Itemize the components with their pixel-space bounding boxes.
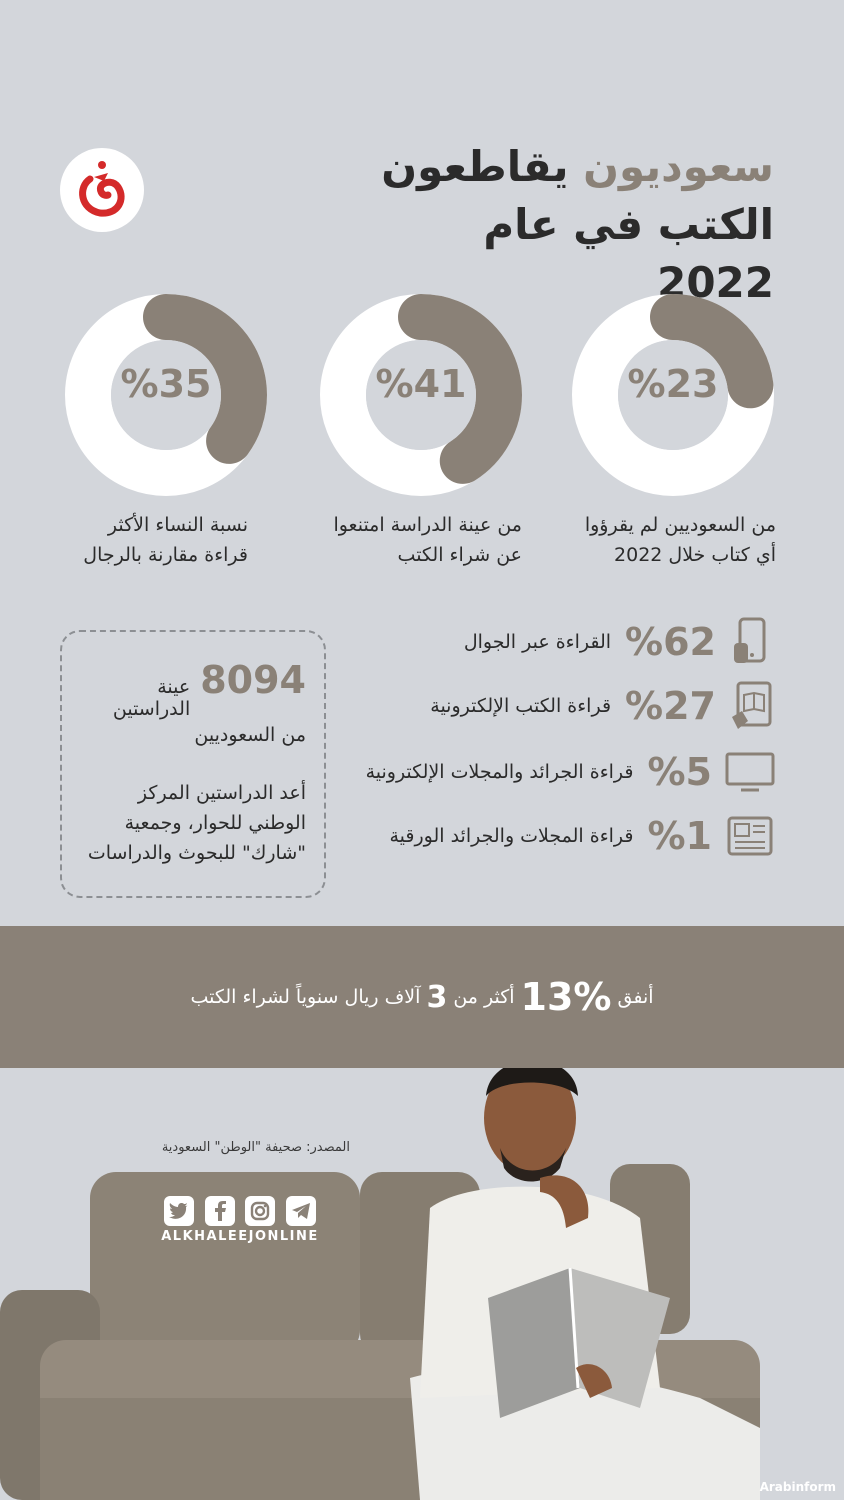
sample-note-line2: الوطني للحوار، وجمعية bbox=[124, 812, 306, 834]
sample-number: 8094 bbox=[200, 658, 306, 702]
tablet-book-icon bbox=[728, 682, 776, 730]
donut-chart-3 bbox=[63, 292, 269, 498]
twitter-icon[interactable] bbox=[164, 1196, 194, 1226]
stat-pct-emagazines: %5 bbox=[647, 750, 712, 794]
donut-chart-2 bbox=[318, 292, 524, 498]
donut-caption-1-line2: أي كتاب خلال 2022 bbox=[614, 544, 776, 566]
donut-caption-2 bbox=[262, 510, 522, 570]
donut-card-1 bbox=[570, 292, 776, 498]
stat-row-ebooks bbox=[430, 682, 776, 730]
sample-note bbox=[80, 778, 306, 868]
donut-card-3 bbox=[63, 292, 269, 498]
facebook-icon[interactable] bbox=[205, 1196, 235, 1226]
stat-label-mobile: القراءة عبر الجوال bbox=[463, 631, 612, 653]
stat-label-ebooks: قراءة الكتب الإلكترونية bbox=[430, 695, 612, 717]
title-line2: الكتب في عام 2022 bbox=[483, 200, 774, 307]
donut-value-3: %35 bbox=[120, 362, 212, 406]
donut-caption-1 bbox=[516, 510, 776, 570]
stat-pct-mobile: %62 bbox=[625, 620, 716, 664]
donut-caption-3-line2: قراءة مقارنة بالرجال bbox=[83, 544, 248, 566]
donut-value-2: %41 bbox=[375, 362, 467, 406]
band-middle: أكثر من bbox=[453, 986, 515, 1008]
sample-note-line1: أعد الدراستين المركز bbox=[137, 782, 306, 804]
stat-row-mobile bbox=[464, 618, 776, 666]
sample-subtitle: من السعوديين bbox=[194, 724, 306, 746]
telegram-icon[interactable] bbox=[286, 1196, 316, 1226]
phone-icon bbox=[728, 618, 776, 666]
monitor-icon bbox=[724, 748, 776, 796]
donut-caption-2-line2: عن شراء الكتب bbox=[397, 544, 522, 566]
donut-caption-2-line1: من عينة الدراسة امتنعوا bbox=[333, 514, 522, 536]
reader-photo bbox=[0, 1068, 844, 1500]
brand-handle: ALKHALEEJONLINE bbox=[161, 1229, 319, 1244]
title-rest: يقاطعون bbox=[381, 142, 569, 191]
newspaper-icon bbox=[724, 812, 776, 860]
title-accent: سعوديون bbox=[583, 142, 774, 191]
donut-caption-1-line1: من السعوديين لم يقرؤوا bbox=[584, 514, 776, 536]
spending-band bbox=[0, 926, 844, 1068]
donut-chart-1 bbox=[570, 292, 776, 498]
band-suffix: آلاف ريال سنوياً لشراء الكتب bbox=[190, 986, 421, 1008]
band-pct: 13% bbox=[520, 975, 612, 1019]
page-title bbox=[354, 138, 774, 312]
stat-pct-paper: %1 bbox=[647, 814, 712, 858]
donut-card-2 bbox=[318, 292, 524, 498]
donut-caption-3 bbox=[0, 510, 248, 570]
stat-label-emagazines: قراءة الجرائد والمجلات الإلكترونية bbox=[365, 761, 634, 783]
stat-pct-ebooks: %27 bbox=[625, 684, 716, 728]
donut-value-1: %23 bbox=[627, 362, 719, 406]
stat-row-emagazines bbox=[366, 748, 776, 796]
sample-info-box bbox=[60, 630, 326, 898]
watermark: Arabinform bbox=[759, 1480, 836, 1494]
band-number: 3 bbox=[426, 979, 448, 1015]
stat-row-paper bbox=[389, 812, 776, 860]
sample-title: عينة الدراستين bbox=[112, 676, 191, 720]
donut-caption-3-line1: نسبة النساء الأكثر bbox=[107, 514, 248, 536]
logo-mark-icon bbox=[74, 159, 130, 221]
band-prefix: أنفق bbox=[617, 986, 654, 1008]
social-links bbox=[164, 1196, 316, 1226]
stat-label-paper: قراءة المجلات والجرائد الورقية bbox=[389, 825, 634, 847]
source-credit: المصدر: صحيفة "الوطن" السعودية bbox=[161, 1140, 350, 1155]
publisher-logo bbox=[60, 148, 144, 232]
sample-note-line3: "شارك" للبحوث والدراسات bbox=[87, 842, 306, 864]
instagram-icon[interactable] bbox=[245, 1196, 275, 1226]
